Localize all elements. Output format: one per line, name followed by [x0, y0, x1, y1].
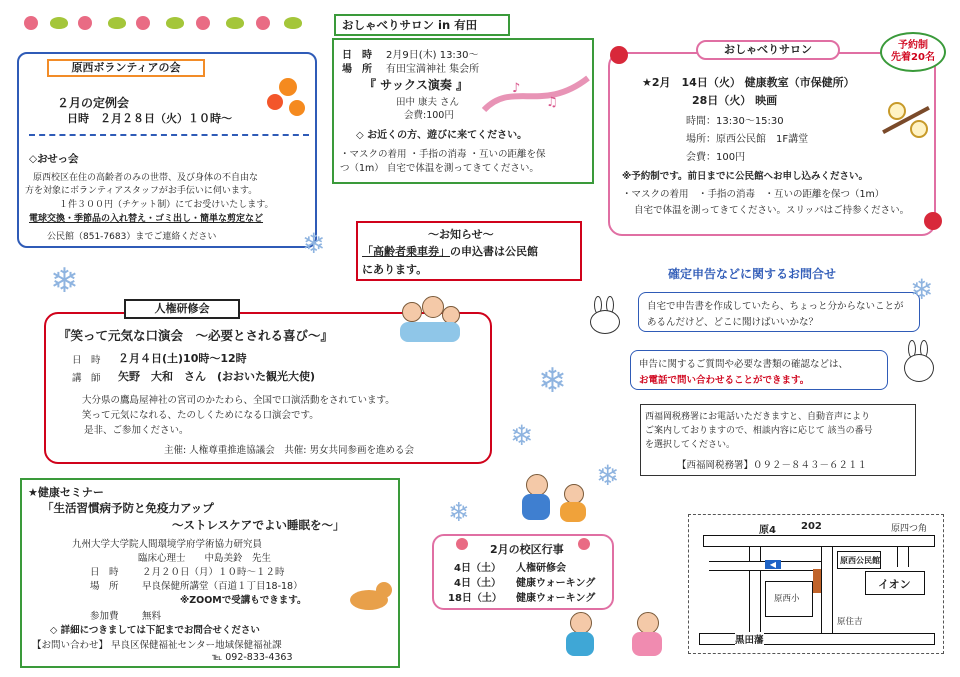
- salon-reserve: ※予約制です。前日までに公民館へお申し込みください。: [622, 171, 868, 182]
- salon-arita-date: 2月9日(木) 13:30～: [386, 50, 479, 61]
- lecture-title: 『笑って元気な口演会 ～必要とされる喜び～』: [58, 328, 334, 343]
- plum-blossom-icon: [888, 102, 906, 120]
- lecture-organizer: 主催: 人権尊重推進協議会 共催: 男女共同参画を進める会: [164, 445, 414, 456]
- salon-arita-event: 『 サックス演奏 』: [364, 78, 468, 92]
- flower-icon: [267, 94, 283, 110]
- flower-icon: [279, 78, 297, 96]
- route-202-road: [703, 535, 935, 547]
- snowflake-icon: ❄: [302, 227, 326, 260]
- map-school: [765, 581, 813, 617]
- bird-icon: [284, 17, 302, 29]
- seminar-inquiry: 【お問い合わせ】 早良区保健福祉センター地域保健福祉課: [32, 640, 282, 651]
- map-hara4: 原4: [759, 525, 776, 536]
- notice-line-2: にあります。: [362, 263, 428, 276]
- map-vertical-road: [749, 547, 761, 633]
- notice-line-1: [362, 243, 538, 259]
- event-item-name: 健康ウォーキング: [516, 593, 596, 604]
- seminar-zoom: ※ZOOMで受講もできます。: [180, 595, 307, 606]
- blossom-icon: [456, 538, 468, 550]
- human-rights-tag: 人権研修会: [124, 299, 240, 319]
- lecture-desc-1: 大分県の鷹島屋神社の宮司のかたわら、全国で口演活動をされています。: [82, 395, 395, 406]
- children-illustration: [520, 470, 596, 524]
- salon-line-2: 28日（火） 映画: [692, 94, 778, 107]
- plum-branch-illustration: [880, 96, 934, 146]
- tax-office-box: [640, 404, 916, 476]
- salon-title: おしゃべりサロン: [696, 40, 840, 60]
- bus-ticket-link[interactable]: 「高齢者乗車券」: [362, 245, 450, 258]
- snowflake-icon: ❄: [448, 498, 470, 528]
- svg-text:♫: ♫: [546, 95, 558, 110]
- salon-arita-note-2: つ（1m） 自宅で体温を測ってきてください。: [340, 163, 539, 174]
- blossom-icon: [136, 16, 150, 30]
- badge-line-1: 予約制: [898, 40, 928, 51]
- blossom-icon: [78, 16, 92, 30]
- tax-office-line-1: 西福岡税務署にお電話いただきますと、自動音声により: [645, 412, 871, 422]
- map-hara4-corner: 原四つ角: [891, 524, 928, 534]
- blossom-icon: [256, 16, 270, 30]
- notice-line-1-rest: の申込書は公民館: [450, 245, 538, 258]
- map-shrine: 原住吉: [837, 617, 863, 627]
- salon-section: [608, 52, 936, 236]
- tax-question-1: 自宅で申告書を作成していたら、ちょっと分からないことが: [647, 301, 904, 312]
- salon-arita-performer: 田中 康夫 さん: [396, 97, 460, 108]
- child-illustration: [632, 612, 662, 658]
- snowflake-icon: ❄: [510, 419, 534, 452]
- seminar-fee: 無料: [142, 611, 162, 622]
- bird-icon: [166, 17, 184, 29]
- salon-fee: 会費：100円: [686, 152, 746, 163]
- tax-office-line-2: ご案内しておりますので、相談内容に応じて 該当の番号: [645, 426, 873, 436]
- map-aeon-label: イオン: [878, 578, 911, 591]
- salon-arita-place: 有田宝満神社 集会所: [386, 64, 480, 75]
- salon-arita-fee: 会費:100円: [404, 110, 454, 121]
- map-community-center-label: 原西公民館: [840, 556, 880, 565]
- event-item-name: 健康ウォーキング: [516, 578, 596, 589]
- snowflake-icon: ❄: [50, 261, 79, 301]
- lecture-date-label: 日 時: [72, 355, 101, 366]
- map-school-label: 原西小: [774, 594, 800, 604]
- seminar-heading: ★健康セミナー: [28, 486, 104, 499]
- seminar-org-1: 九州大学大学院人間環境学府学術協力研究員: [72, 539, 263, 550]
- seminar-fee-label: 参加費: [90, 611, 119, 622]
- volunteer-section: [17, 52, 317, 248]
- lecture-lecturer: 矢野 大和 さん (おおいた観光大使): [118, 370, 316, 383]
- direction-arrow-icon: ◀: [765, 560, 781, 569]
- human-rights-section: [44, 312, 492, 464]
- tax-question-bubble: [638, 292, 920, 332]
- rabbit-illustration: [588, 296, 622, 336]
- meeting-title: ２月の定例会: [57, 96, 130, 110]
- map-vertical-road: [897, 547, 909, 567]
- seminar-title-1: 「生活習慣病予防と免疫力アップ: [42, 501, 214, 515]
- tax-answer-bubble: [630, 350, 888, 390]
- snowflake-icon: ❄: [910, 273, 934, 306]
- camellia-icon: [610, 46, 628, 64]
- salon-arita-date-label: 日 時: [342, 50, 372, 61]
- bird-icon: [108, 17, 126, 29]
- dog-illustration: [346, 582, 394, 612]
- lecture-desc-2: 笑って元気になれる、たのしくためになる口演会です。: [82, 410, 319, 421]
- salon-line-1: ★2月 14日（火） 健康教室（市保健所）: [642, 76, 855, 89]
- notice-heading: ～お知らせ～: [428, 228, 494, 241]
- event-item-date: 4日（土）: [454, 563, 501, 574]
- tax-office-phone: 【西福岡税務署】０９２－８４３－６２１１: [677, 460, 868, 471]
- seminar-date: ２月２０日（月）１０時～１２時: [142, 567, 285, 578]
- seminar-date-label: 日 時: [90, 567, 119, 578]
- meeting-date: 日時 ２月２８日（火）１０時～: [67, 112, 232, 125]
- salon-note-2: 自宅で体温を測ってきてください。スリッパはご持参ください。: [634, 205, 910, 216]
- lecture-date: ２月４日(土)10時～12時: [118, 352, 247, 365]
- salon-time: 時間：13:30～15:30: [686, 116, 784, 127]
- tax-answer-2: お電話で問い合わせることができます。: [639, 375, 810, 386]
- salon-arita-section: [332, 38, 594, 184]
- badge-line-2: 先着20名: [891, 52, 935, 63]
- seminar-org-2: 臨床心理士 中島美鈴 先生: [138, 553, 272, 564]
- seminar-place: 早良保健所講堂（百道１丁目18-18）: [142, 581, 303, 592]
- rabbit-illustration: [902, 340, 936, 384]
- camellia-decoration: [606, 42, 634, 70]
- event-item-date: 4日（土）: [454, 578, 501, 589]
- map-aeon[interactable]: [865, 571, 925, 595]
- salon-arita-invite: ◇ お近くの方、遊びに来てください。: [356, 130, 528, 141]
- snowflake-icon: ❄: [596, 459, 620, 492]
- event-item-date: 18日（土）: [448, 593, 502, 604]
- volunteer-desc-2: 方を対象にボランティアスタッフがお手伝いに伺います。: [25, 186, 258, 196]
- health-seminar-section: [20, 478, 400, 668]
- seminar-tel: ℡ 092-833-4363: [212, 652, 293, 663]
- seminar-title-2: ～ストレスケアでよい睡眠を～」: [172, 518, 345, 532]
- map-vertical-road: [821, 547, 833, 633]
- salon-arita-title: おしゃべりサロン in 有田: [334, 14, 510, 36]
- volunteer-desc-4: 電球交換・季節品の入れ替え・ゴミ出し・簡単な剪定など: [29, 214, 264, 224]
- header-decoration: [20, 10, 320, 36]
- community-center-marker: [813, 569, 821, 593]
- lecture-lecturer-label: 講 師: [72, 373, 101, 384]
- blossom-icon: [24, 16, 38, 30]
- section-divider: [29, 134, 309, 136]
- plum-blossom-icon: [910, 120, 928, 138]
- map-route-202: 202: [801, 521, 822, 532]
- blossom-icon: [578, 538, 590, 550]
- tax-question-2: あるんだけど、どこに聞けばいいかな？: [647, 317, 819, 328]
- seminar-place-label: 場 所: [90, 581, 119, 592]
- tax-heading: 確定申告などに関するお問合せ: [668, 267, 837, 281]
- salon-place: 場所：原西公民館 1F講堂: [686, 134, 809, 145]
- map-kurodahan: 黒田藩: [735, 632, 764, 646]
- snowflake-icon: ❄: [538, 361, 567, 401]
- lecture-desc-3: 是非、ご参加ください。: [84, 425, 189, 436]
- events-title: 2月の校区行事: [490, 543, 564, 556]
- child-illustration: [566, 612, 594, 658]
- seminar-details: ◇ 詳細につきましては下記までお問合せください: [50, 625, 260, 636]
- tax-answer-1: 申告に関するご質問や必要な書類の確認などは、: [639, 359, 849, 370]
- volunteer-desc-3: １件３００円（チケット制）にてお受けいたします。: [59, 200, 274, 210]
- volunteer-desc-1: 原西校区在住の高齢者のみの世帯、及び身体の不自由な: [33, 173, 259, 183]
- salon-arita-place-label: 場 所: [342, 64, 372, 75]
- music-notes-illustration: [482, 70, 590, 116]
- camellia-icon: [924, 212, 942, 230]
- notice-section: [356, 221, 582, 281]
- svg-text:♪: ♪: [512, 81, 521, 96]
- flower-illustration: [265, 78, 309, 128]
- flower-icon: [289, 100, 305, 116]
- volunteer-contact: 公民館（851-7683）までご連絡ください: [47, 232, 217, 242]
- access-map: [688, 514, 944, 654]
- camellia-decoration: [920, 206, 948, 240]
- volunteer-tag: 原西ボランティアの会: [47, 59, 205, 77]
- event-item-name: 人権研修会: [516, 563, 566, 574]
- otasuke-heading: ◇おせっ会: [29, 153, 79, 165]
- tax-office-line-3: を選択してください。: [645, 440, 736, 450]
- family-illustration: [398, 296, 462, 344]
- bird-icon: [50, 17, 68, 29]
- salon-note-1: ・マスクの着用 ・手指の消毒 ・互いの距離を保つ（1m）: [622, 189, 885, 200]
- reservation-badge: [880, 32, 946, 72]
- bird-icon: [226, 17, 244, 29]
- salon-arita-note-1: ・マスクの着用 ・手指の消毒 ・互いの距離を保: [340, 149, 546, 160]
- blossom-icon: [196, 16, 210, 30]
- map-community-center[interactable]: [837, 551, 881, 569]
